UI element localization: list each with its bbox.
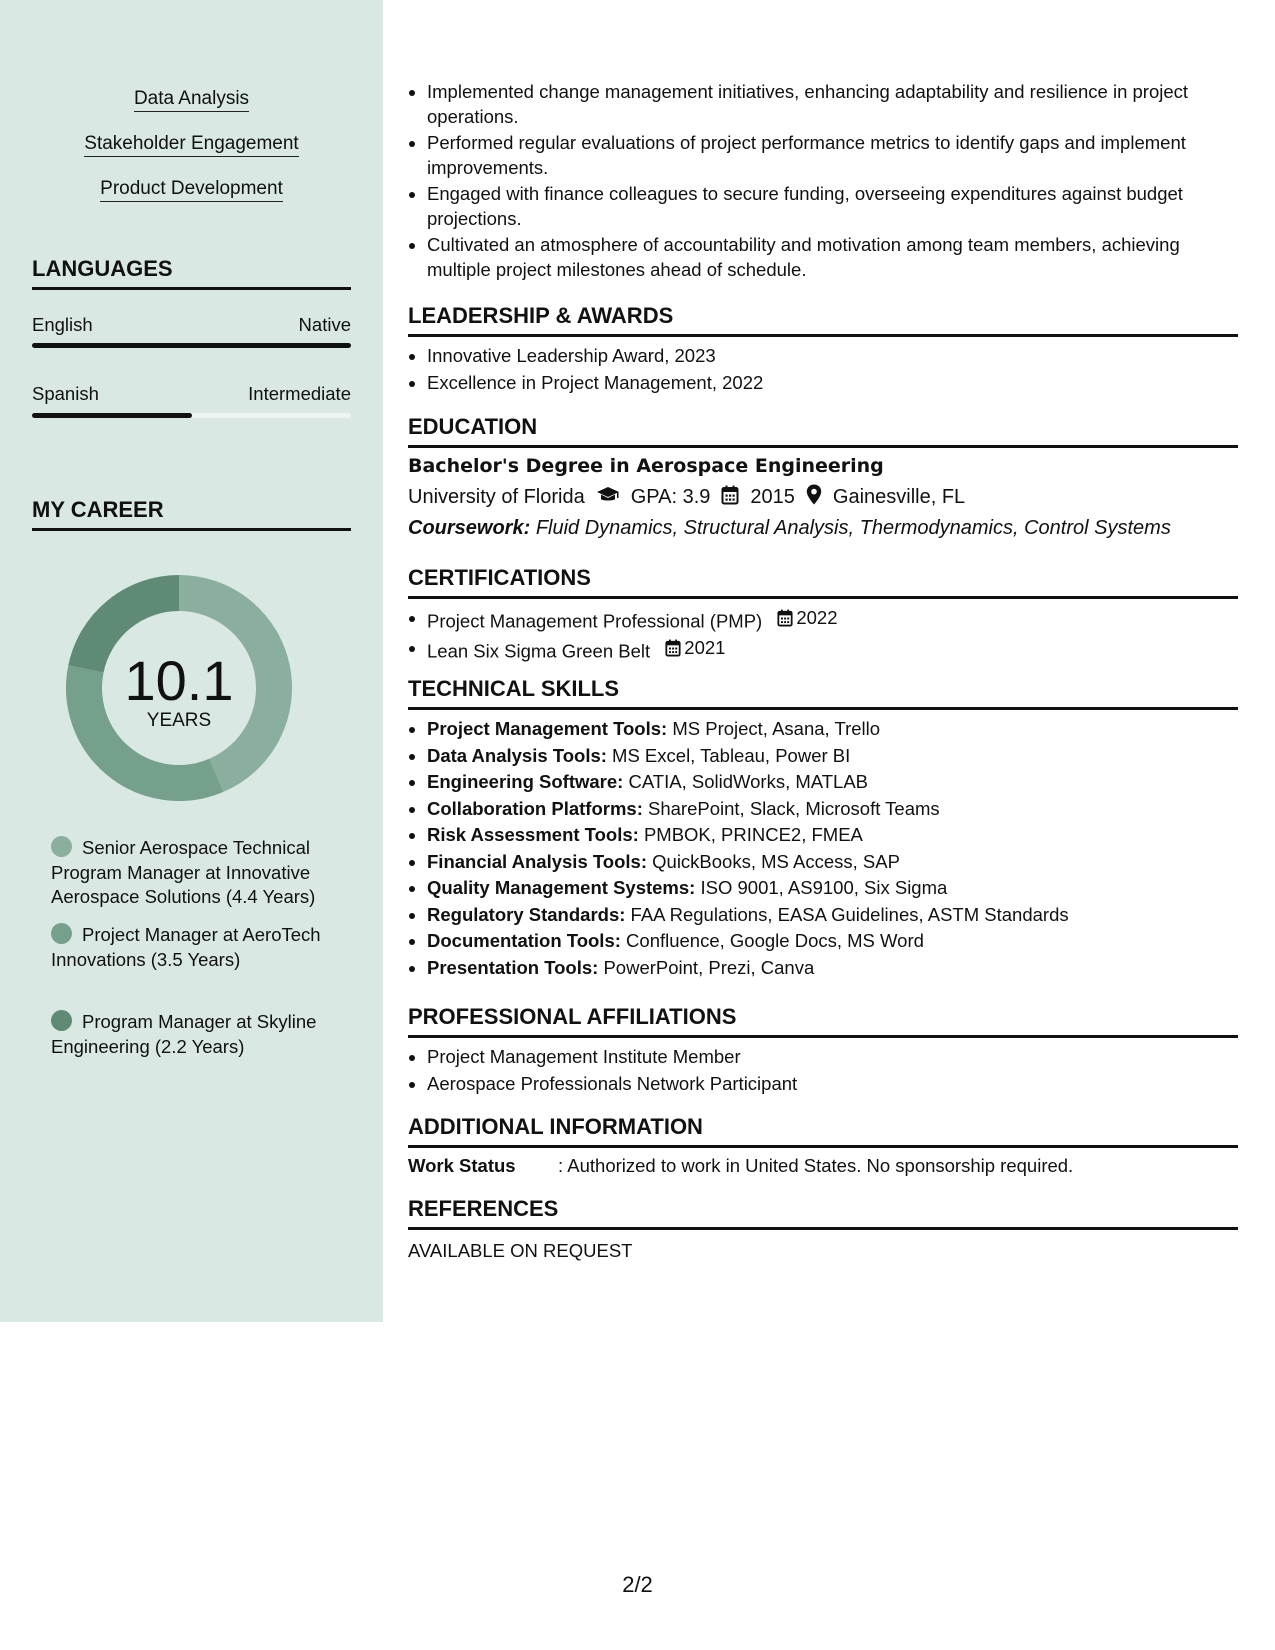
career-item: Program Manager at Skyline Engineering (2.2 Years) <box>51 1011 317 1057</box>
skill-item: Data Analysis <box>0 88 383 110</box>
list-item: Innovative Leadership Award, 2023 <box>408 344 1238 369</box>
career-unit: YEARS <box>146 710 212 731</box>
language-bar-fill <box>32 343 351 348</box>
list-item: Aerospace Professionals Network Participant <box>408 1072 1238 1097</box>
language-row <box>32 314 351 336</box>
skill-item: Product Development <box>0 178 383 200</box>
affiliations-heading: PROFESSIONAL AFFILIATIONS <box>408 1004 1238 1038</box>
additional-info-heading: ADDITIONAL INFORMATION <box>408 1114 1238 1148</box>
language-level: Intermediate <box>248 383 351 404</box>
list-item: Presentation Tools: PowerPoint, Prezi, Canva <box>408 956 1238 981</box>
languages-heading: LANGUAGES <box>32 256 351 290</box>
certifications-heading: CERTIFICATIONS <box>408 565 1238 599</box>
graduation-cap-icon <box>596 486 620 510</box>
list-item: Financial Analysis Tools: QuickBooks, MS Access, SAP <box>408 850 1238 875</box>
technical-skills-list <box>408 717 1238 982</box>
career-dot <box>51 923 72 944</box>
cert-date: 2021 <box>665 636 725 661</box>
degree-title: Bachelor's Degree in Aerospace Engineering <box>408 455 884 477</box>
list-item: Project Management Tools: MS Project, Asana, Trello <box>408 717 1238 742</box>
list-item: Documentation Tools: Confluence, Google Docs, MS Word <box>408 929 1238 954</box>
skill-item: Stakeholder Engagement <box>0 133 383 155</box>
graduation-year: 2015 <box>750 486 795 508</box>
school-name: University of Florida <box>408 486 585 508</box>
experience-bullets <box>408 80 1238 284</box>
calendar-icon <box>777 609 793 627</box>
calendar-icon <box>721 485 739 511</box>
leadership-list <box>408 344 1238 397</box>
cert-date: 2022 <box>777 606 837 631</box>
language-level: Native <box>298 314 351 335</box>
career-total: 10.1 <box>124 649 234 712</box>
list-item: Project Management Institute Member <box>408 1045 1238 1070</box>
calendar-icon <box>665 639 681 657</box>
list-item: Performed regular evaluations of project performance metrics to identify gaps and implement improvements. <box>408 131 1238 180</box>
career-item: Senior Aerospace Technical Program Manager at Innovative Aerospace Solutions (4.4 Years) <box>51 837 316 907</box>
gpa: GPA: 3.9 <box>630 486 711 508</box>
references-heading: REFERENCES <box>408 1196 1238 1230</box>
list-item: Implemented change management initiatives, enhancing adaptability and resilience in project operations. <box>408 80 1238 129</box>
career-heading: MY CAREER <box>32 497 351 531</box>
list-item: Data Analysis Tools: MS Excel, Tableau, Power BI <box>408 744 1238 769</box>
work-status: Work Status : Authorized to work in United States. No sponsorship required. <box>408 1155 1074 1176</box>
career-item: Project Manager at AeroTech Innovations (3.5 Years) <box>51 924 321 970</box>
list-item: Regulatory Standards: FAA Regulations, EASA Guidelines, ASTM Standards <box>408 903 1238 928</box>
career-dot <box>51 836 72 857</box>
certifications-list <box>408 606 1238 666</box>
language-bar <box>32 413 351 418</box>
list-item: Lean Six Sigma Green Belt 2021 <box>408 636 1238 664</box>
school-location: Gainesville, FL <box>832 486 966 508</box>
language-row <box>32 383 351 405</box>
coursework: Coursework: Fluid Dynamics, Structural Analysis, Thermodynamics, Control Systems <box>408 517 1171 539</box>
list-item: Engaged with finance colleagues to secure funding, overseeing expenditures against budget projections. <box>408 182 1238 231</box>
language-name: English <box>32 314 93 335</box>
language-bar <box>32 343 351 348</box>
references-text: AVAILABLE ON REQUEST <box>408 1240 633 1261</box>
list-item: Engineering Software: CATIA, SolidWorks, MATLAB <box>408 770 1238 795</box>
leadership-heading: LEADERSHIP & AWARDS <box>408 303 1238 337</box>
affiliations-list <box>408 1045 1238 1098</box>
education-heading: EDUCATION <box>408 414 1238 448</box>
list-item: Excellence in Project Management, 2022 <box>408 371 1238 396</box>
list-item: Quality Management Systems: ISO 9001, AS9100, Six Sigma <box>408 876 1238 901</box>
language-bar-fill <box>32 413 192 418</box>
location-pin-icon <box>806 484 822 511</box>
list-item: Collaboration Platforms: SharePoint, Slack, Microsoft Teams <box>408 797 1238 822</box>
page-number: 2/2 <box>622 1572 653 1597</box>
list-item: Project Management Professional (PMP) 2022 <box>408 606 1238 634</box>
list-item: Cultivated an atmosphere of accountability and motivation among team members, achieving multiple project milestones ahead of schedule. <box>408 233 1238 282</box>
technical-skills-heading: TECHNICAL SKILLS <box>408 676 1238 710</box>
language-name: Spanish <box>32 383 99 404</box>
list-item: Risk Assessment Tools: PMBOK, PRINCE2, FMEA <box>408 823 1238 848</box>
career-dot <box>51 1010 72 1031</box>
education-meta <box>408 484 965 511</box>
